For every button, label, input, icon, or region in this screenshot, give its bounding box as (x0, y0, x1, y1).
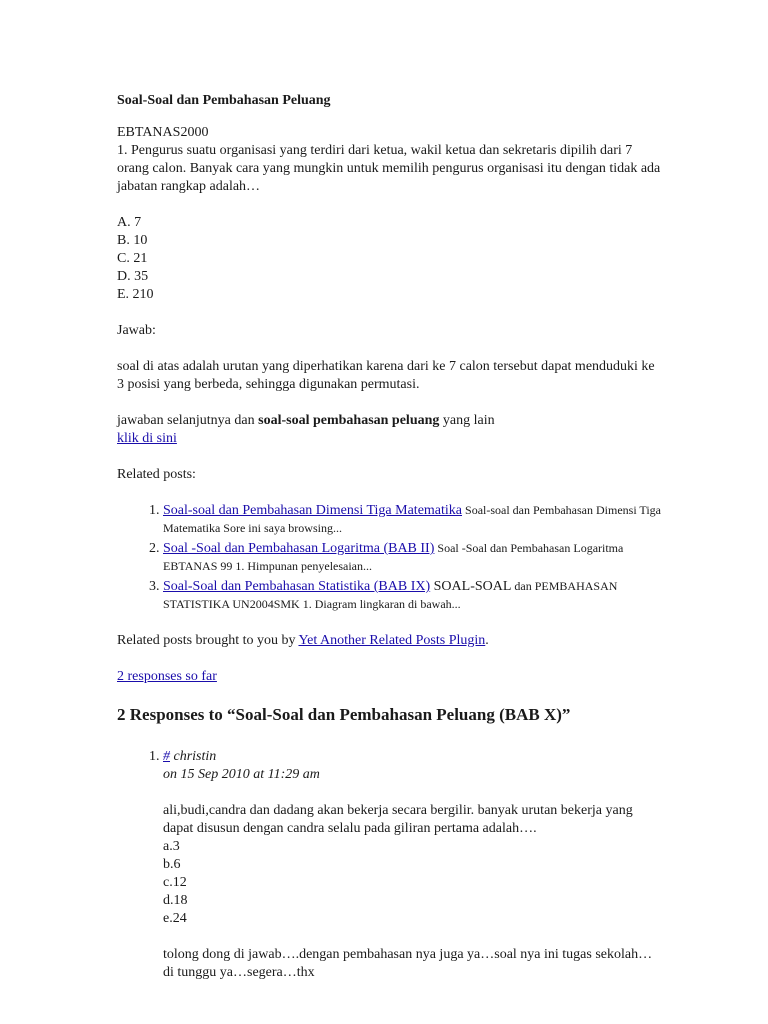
post-title: Soal-Soal dan Pembahasan Peluang (117, 93, 331, 108)
related-link[interactable]: Soal-soal dan Pembahasan Dimensi Tiga Matematika (163, 503, 463, 518)
responses-count-link[interactable]: 2 responses so far (117, 669, 217, 684)
related-list (117, 502, 662, 614)
comment-list (117, 748, 662, 982)
comment (163, 748, 662, 982)
option-e: E. 210 (117, 287, 154, 302)
continue-text (117, 412, 662, 430)
plugin-credit (117, 632, 662, 650)
question-text: 1. Pengurus suatu organisasi yang terdiri dari ketua, wakil ketua dan sekretaris dipilih dari 7 orang calon. Banyak cara yang mungkin untuk memilih pengurus organisasi itu dengan tidak ada jabatan rangkap adalah… (117, 143, 661, 194)
document-page (117, 92, 662, 982)
option-c: C. 21 (117, 251, 148, 266)
option-a: A. 7 (117, 215, 142, 230)
related-item (163, 578, 662, 614)
plugin-credit-prefix: Related posts brought to you by (117, 633, 299, 648)
comment-closing: tolong dong di jawab….dengan pembahasan nya juga ya…soal nya ini tugas sekolah…di tunggu ya…segera…thx (163, 947, 653, 980)
comment-date: on 15 Sep 2010 at 11:29 am (163, 767, 320, 782)
answer-options (117, 214, 662, 304)
question-source: EBTANAS2000 (117, 125, 209, 140)
comment-option: a.3 (163, 839, 180, 854)
plugin-credit-link[interactable]: Yet Another Related Posts Plugin (298, 633, 486, 648)
option-b: B. 10 (117, 233, 148, 248)
related-excerpt: dan PEMBAHASAN STATISTIKA UN2004SMK 1. Diagram lingkaran di bawah... (163, 579, 618, 611)
comment-author: christin (170, 749, 217, 764)
continue-prefix: jawaban selanjutnya dan (117, 413, 259, 428)
comment-permalink[interactable]: # (163, 749, 170, 764)
related-excerpt-lead: SOAL-SOAL (430, 579, 512, 594)
continue-bold: soal-soal pembahasan peluang (258, 413, 440, 428)
comment-body (163, 802, 662, 982)
related-excerpt: Soal-soal dan Pembahasan Dimensi Tiga Matematika Sore ini saya browsing... (163, 503, 661, 535)
related-link[interactable]: Soal-Soal dan Pembahasan Statistika (BAB IX) (163, 579, 431, 594)
continue-link[interactable]: klik di sini (117, 431, 177, 446)
answer-explanation: soal di atas adalah urutan yang diperhatikan karena dari ke 7 calon tersebut dapat menduduki ke 3 posisi yang berbeda, sehingga digunakan permutasi. (117, 359, 655, 392)
comment-option: e.24 (163, 911, 187, 926)
comment-option: d.18 (163, 893, 188, 908)
responses-heading: 2 Responses to “Soal-Soal dan Pembahasan Peluang (BAB X)” (117, 705, 571, 724)
option-d: D. 35 (117, 269, 149, 284)
related-heading: Related posts: (117, 467, 196, 482)
plugin-credit-suffix: . (485, 633, 489, 648)
answer-label: Jawab: (117, 323, 156, 338)
related-excerpt: Soal -Soal dan Pembahasan Logaritma EBTANAS 99 1. Himpunan penyelesaian... (163, 541, 624, 573)
comment-option: b.6 (163, 857, 181, 872)
related-item (163, 502, 662, 538)
continue-reading (117, 412, 662, 448)
related-link[interactable]: Soal -Soal dan Pembahasan Logaritma (BAB II) (163, 541, 435, 556)
question-block (117, 124, 662, 196)
comment-author-line (163, 748, 662, 766)
continue-suffix: yang lain (439, 413, 495, 428)
comment-question: ali,budi,candra dan dadang akan bekerja secara bergilir. banyak urutan bekerja yang dapat disusun dengan candra selalu pada giliran pertama adalah…. (163, 803, 633, 836)
related-item (163, 540, 662, 576)
comment-option: c.12 (163, 875, 187, 890)
